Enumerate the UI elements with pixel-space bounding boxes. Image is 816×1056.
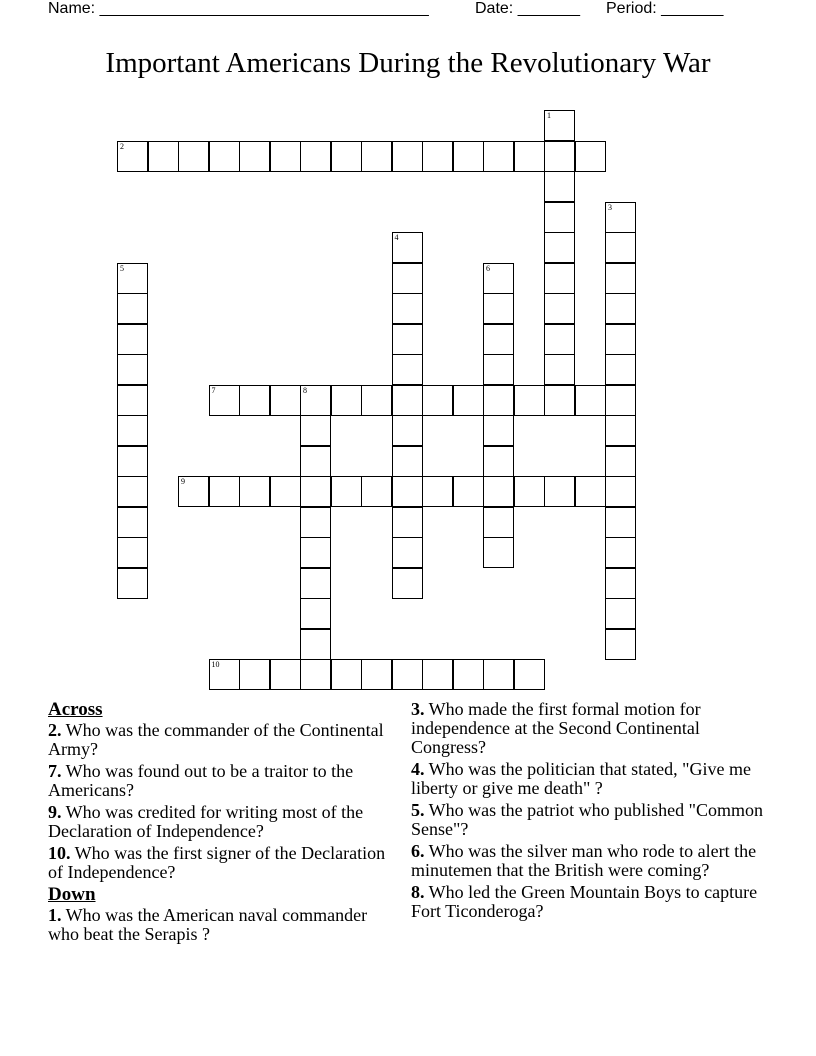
grid-cell[interactable] [117,507,148,538]
grid-cell[interactable] [270,659,301,690]
grid-cell[interactable] [392,385,423,416]
grid-cell[interactable] [300,568,331,599]
grid-cell[interactable] [392,354,423,385]
grid-cell[interactable] [605,446,636,477]
down-clue [411,700,771,757]
grid-cell[interactable] [361,476,392,507]
grid-cell[interactable] [422,476,453,507]
down-clue-list-left [48,906,393,944]
grid-cell[interactable] [270,476,301,507]
grid-cell[interactable] [605,507,636,538]
grid-cell[interactable] [483,507,514,538]
grid-cell[interactable] [270,141,301,172]
clue-number: 9 [181,477,185,486]
clue-item-text: Who was the commander of the Continental Army? [48,720,384,759]
clue-number: 7 [211,385,216,395]
grid-cell[interactable] [117,324,148,355]
down-clue [411,801,771,839]
grid-cell[interactable] [300,415,331,446]
clue-item-text: Who was the silver man who rode to alert the minutemen that the British were coming? [411,841,757,880]
clue-number: 4 [394,233,399,242]
grid-cell[interactable] [575,385,606,416]
grid-cell[interactable] [544,354,575,385]
grid-cell[interactable] [239,141,270,172]
clue-item-number: 10. [48,843,71,863]
across-clue [48,803,393,841]
grid-cell[interactable] [361,141,392,172]
grid-cell[interactable] [117,537,148,568]
clue-item-text: Who was the American naval commander who beat the Serapis ? [48,905,368,944]
grid-cell[interactable] [544,385,575,416]
clue-item-number: 9. [48,802,62,822]
clue-number: 1 [547,111,551,120]
grid-cell[interactable] [239,659,270,690]
across-clue [48,721,393,759]
across-clue [48,762,393,800]
grid-cell[interactable] [331,476,362,507]
grid-cell[interactable] [209,385,240,416]
clue-item-number: 6. [411,841,425,861]
grid-cell[interactable] [453,141,484,172]
grid-cell[interactable] [483,141,514,172]
grid-cell[interactable] [392,232,423,263]
grid-cell[interactable] [483,324,514,355]
grid-cell[interactable] [605,568,636,599]
grid-cell[interactable] [300,537,331,568]
grid-cell[interactable] [544,476,575,507]
grid-cell[interactable] [392,537,423,568]
clue-number: 6 [486,263,490,273]
clue-item-text: Who was the patriot who published "Common Sense"? [411,800,763,839]
down-clue [411,760,771,798]
grid-cell[interactable] [422,141,453,172]
grid-cell[interactable] [392,476,423,507]
grid-cell[interactable] [544,141,575,172]
clue-item-number: 3. [411,699,425,719]
period-field-label[interactable]: Period: _______ [606,0,724,17]
grid-cell[interactable] [239,385,270,416]
grid-cell[interactable] [178,141,209,172]
grid-cell[interactable] [361,385,392,416]
grid-cell[interactable] [300,659,331,690]
grid-cell[interactable] [483,659,514,690]
clue-number: 8 [303,385,307,395]
grid-cell[interactable] [605,598,636,629]
grid-cell[interactable] [453,659,484,690]
grid-cell[interactable] [117,415,148,446]
grid-cell[interactable] [544,110,575,141]
grid-cell[interactable] [117,263,148,294]
grid-cell[interactable] [544,324,575,355]
grid-cell[interactable] [239,476,270,507]
grid-cell[interactable] [392,568,423,599]
grid-cell[interactable] [300,476,331,507]
grid-cell[interactable] [392,415,423,446]
grid-cell[interactable] [209,141,240,172]
grid-cell[interactable] [148,141,179,172]
grid-cell[interactable] [483,263,514,294]
clue-item-text: Who was found out to be a traitor to the Americans? [48,761,354,800]
puzzle-title: Important Americans During the Revolutionary War [105,47,711,79]
grid-cell[interactable] [605,537,636,568]
grid-cell[interactable] [544,171,575,202]
grid-cell[interactable] [422,385,453,416]
grid-cell[interactable] [544,202,575,233]
grid-cell[interactable] [392,141,423,172]
grid-cell[interactable] [605,476,636,507]
grid-cell[interactable] [117,568,148,599]
grid-cell[interactable] [605,629,636,660]
grid-cell[interactable] [605,385,636,416]
clue-number: 2 [120,141,124,151]
grid-cell[interactable] [300,629,331,660]
grid-cell[interactable] [300,446,331,477]
down-heading: Down [48,884,96,905]
clue-item-number: 5. [411,800,425,820]
grid-cell[interactable] [514,385,545,416]
grid-cell[interactable] [117,476,148,507]
grid-cell[interactable] [300,385,331,416]
across-heading: Across [48,699,103,720]
down-clue [411,842,771,880]
grid-cell[interactable] [300,141,331,172]
clue-item-text: Who led the Green Mountain Boys to capture Fort Ticonderoga? [411,882,758,921]
grid-cell[interactable] [422,659,453,690]
grid-cell[interactable] [392,659,423,690]
grid-cell[interactable] [483,476,514,507]
grid-cell[interactable] [544,232,575,263]
clue-item-number: 1. [48,905,62,925]
clue-item-number: 4. [411,759,425,779]
grid-cell[interactable] [514,141,545,172]
across-clue-list [48,721,393,882]
grid-cell[interactable] [331,659,362,690]
grid-cell[interactable] [605,293,636,324]
grid-cell[interactable] [392,324,423,355]
grid-cell[interactable] [300,598,331,629]
grid-cell[interactable] [544,293,575,324]
down-clue-list-right [411,700,771,921]
name-field-label[interactable]: Name: _____________________________________ [48,0,429,17]
grid-cell[interactable] [331,385,362,416]
grid-cell[interactable] [483,385,514,416]
grid-cell[interactable] [117,354,148,385]
down-clue [411,883,771,921]
grid-cell[interactable] [331,141,362,172]
grid-cell[interactable] [270,385,301,416]
grid-cell[interactable] [575,141,606,172]
clue-item-text: Who made the first formal motion for independence at the Second Continental Congress? [411,699,701,757]
grid-cell[interactable] [605,415,636,446]
grid-cell[interactable] [361,659,392,690]
grid-cell[interactable] [392,446,423,477]
clue-number: 5 [120,263,124,273]
grid-cell[interactable] [605,263,636,294]
clue-item-text: Who was the first signer of the Declaration of Independence? [48,843,386,882]
clue-item-text: Who was credited for writing most of the Declaration of Independence? [48,802,364,841]
grid-cell[interactable] [605,324,636,355]
grid-cell[interactable] [209,659,240,690]
grid-cell[interactable] [483,415,514,446]
grid-cell[interactable] [514,659,545,690]
grid-cell[interactable] [605,232,636,263]
clue-item-number: 2. [48,720,62,740]
grid-cell[interactable] [300,507,331,538]
grid-cell[interactable] [483,537,514,568]
clue-number: 10 [211,660,220,669]
clues-left-column [48,700,393,947]
grid-cell[interactable] [453,476,484,507]
date-field-label[interactable]: Date: _______ [475,0,580,17]
grid-cell[interactable] [117,141,148,172]
grid-cell[interactable] [117,293,148,324]
grid-cell[interactable] [117,446,148,477]
grid-cell[interactable] [392,507,423,538]
clues-right-column [411,700,771,924]
grid-cell[interactable] [178,476,209,507]
across-clue [48,844,393,882]
grid-cell[interactable] [514,476,545,507]
grid-cell[interactable] [605,202,636,233]
grid-cell[interactable] [392,263,423,294]
clue-item-text: Who was the politician that stated, "Give me liberty or give me death" ? [411,759,751,798]
grid-cell[interactable] [544,263,575,294]
grid-cell[interactable] [483,293,514,324]
grid-cell[interactable] [117,385,148,416]
down-clue [48,906,393,944]
grid-cell[interactable] [483,446,514,477]
clue-item-number: 8. [411,882,425,902]
grid-cell[interactable] [453,385,484,416]
grid-cell[interactable] [605,354,636,385]
grid-cell[interactable] [392,293,423,324]
clue-item-number: 7. [48,761,62,781]
grid-cell[interactable] [575,476,606,507]
grid-cell[interactable] [483,354,514,385]
clue-number: 3 [608,202,612,212]
grid-cell[interactable] [209,476,240,507]
